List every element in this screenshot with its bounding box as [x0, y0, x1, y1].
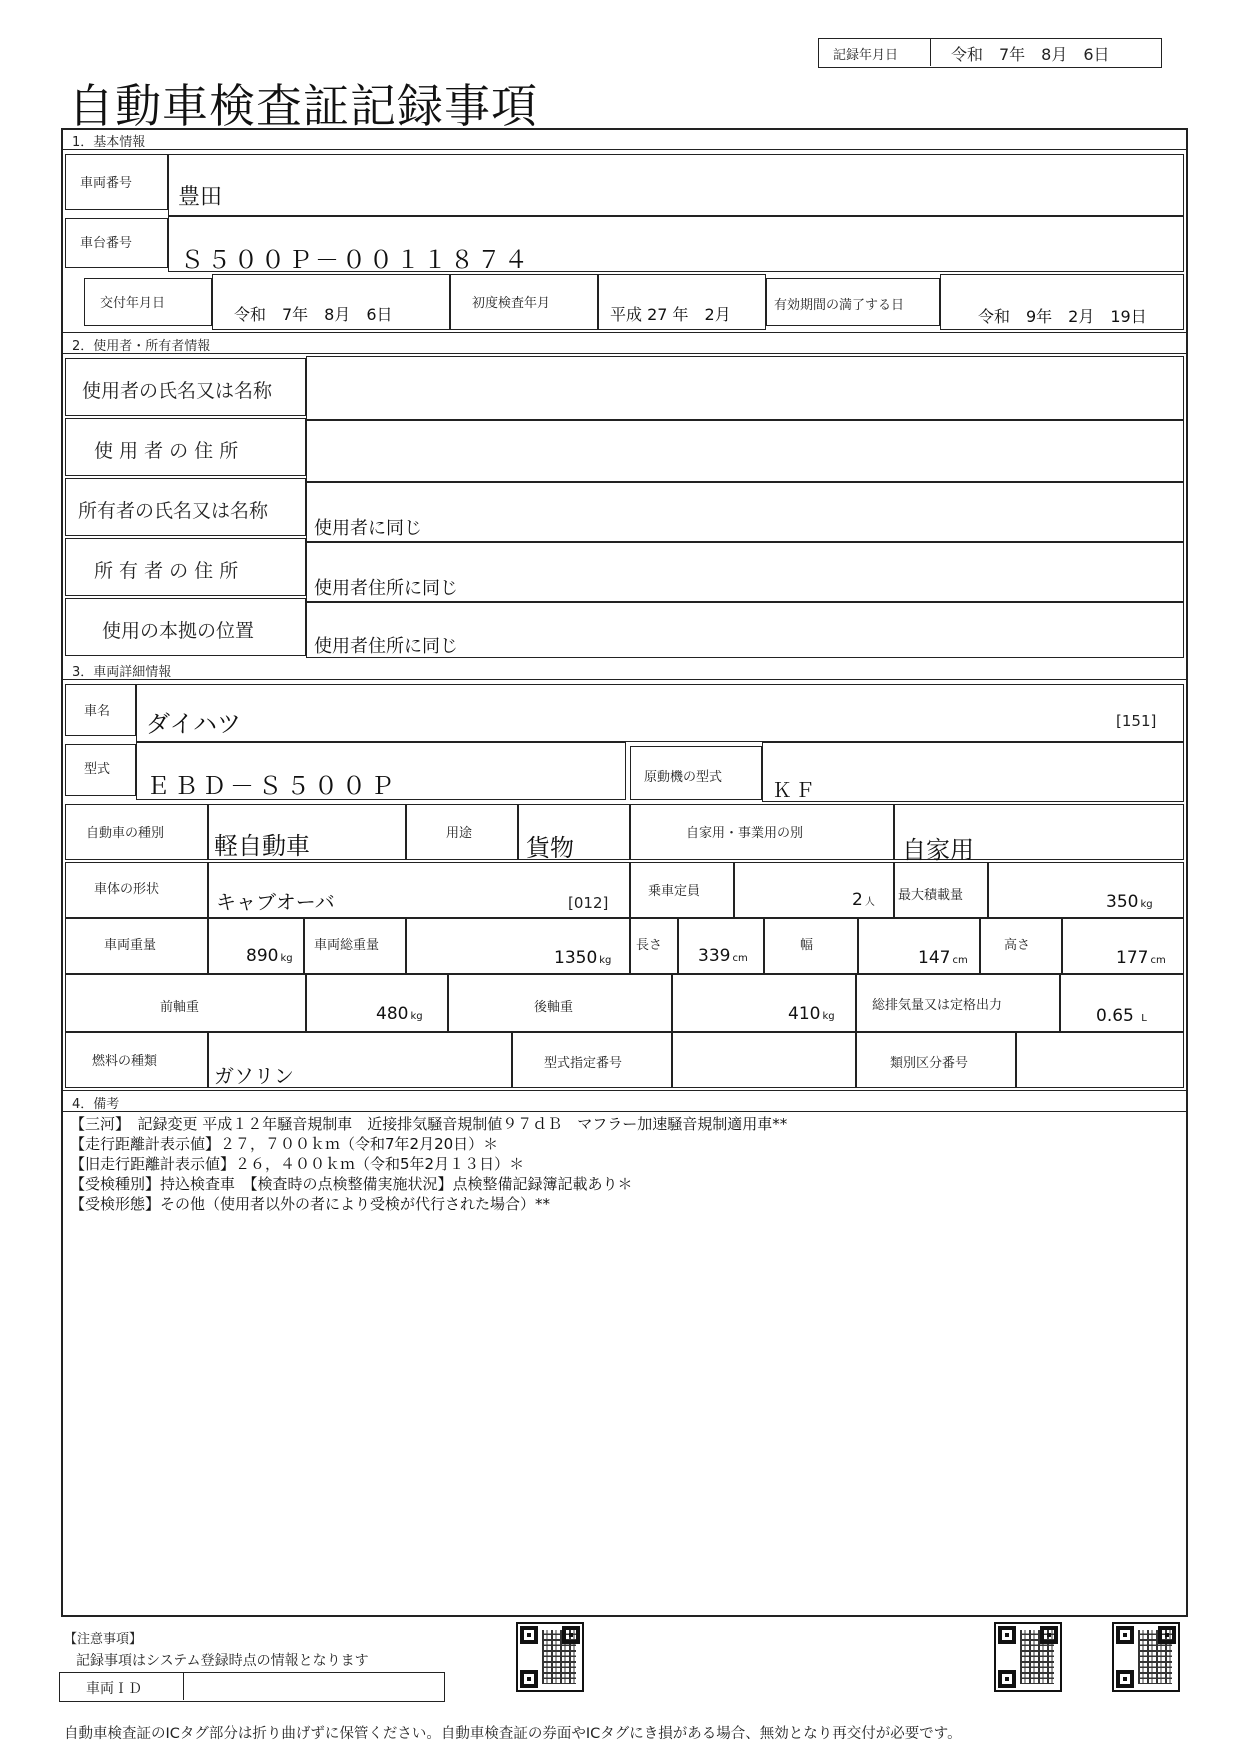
record-date-value: 令和 7年 8月 6日: [951, 45, 1110, 64]
type-cert-value-cell: [672, 1032, 856, 1088]
remarks-body: [70, 1114, 1180, 1214]
issue-label: 交付年月日: [100, 296, 166, 311]
qr-code-3: [1112, 1622, 1180, 1692]
width-value: [918, 948, 968, 968]
purpose-label: 自家用・事業用の別: [686, 826, 804, 841]
weight-value: [246, 946, 293, 966]
length-unit: cm: [732, 953, 748, 964]
footer-notice: 自動車検査証のICタグ部分は折り曲げずに保管ください。自動車検査証の券面やICタグにき損がある場合、無効となり再交付が必要です。: [64, 1726, 962, 1742]
capacity-unit: 人: [864, 897, 875, 908]
owner-name-label: 所有者の氏名又は名称: [78, 500, 269, 522]
length-label: 長さ: [636, 938, 663, 953]
displacement-value: [1096, 1006, 1147, 1026]
qr-finder: [998, 1626, 1016, 1644]
vehicle-id-box: [59, 1672, 445, 1702]
front-axle-value: [376, 1004, 423, 1024]
remarks-line: 【受検種別】持込検査車 【検査時の点検整備実施状況】点検整備記録簿記載あり＊: [70, 1175, 633, 1193]
class-label: 類別区分番号: [890, 1056, 969, 1071]
section-remarks-header: [61, 1090, 1188, 1112]
kind-value: 軽自動車: [214, 832, 310, 860]
section-basic-header: [61, 128, 1188, 150]
qr-modules: [1020, 1630, 1054, 1684]
max-load-label: 最大積載量: [898, 888, 964, 903]
remarks-line: 【三河】 記録変更 平成１２年騒音規制車 近接排気騒音規制値９７ｄＢ マフラー加速騒音規制適用車**: [70, 1115, 788, 1133]
qr-code-1: [516, 1622, 584, 1692]
section-user-title: 2．使用者・所有者情報: [72, 339, 211, 354]
purpose-value: 自家用: [902, 836, 974, 864]
rear-axle-label: 後軸重: [534, 1000, 574, 1015]
chassis-value: Ｓ５００Ｐ－００１１８７４: [180, 246, 531, 274]
rear-axle-unit: kg: [822, 1011, 835, 1022]
user-name-value-cell: [306, 356, 1184, 420]
rear-axle-value: [788, 1004, 835, 1024]
maker-value: ダイハツ: [146, 710, 242, 738]
qr-finder: [520, 1670, 538, 1688]
weight-number: 890: [246, 946, 279, 966]
owner-addr-value: 使用者住所に同じ: [314, 578, 458, 599]
maker-value-cell: [136, 684, 1184, 742]
use-label: 用途: [446, 826, 473, 841]
use-value: 貨物: [526, 834, 574, 862]
issue-value: 令和 7年 8月 6日: [234, 305, 393, 324]
owner-name-value-cell: [306, 482, 1184, 542]
page-title: 自動車検査証記録事項: [68, 79, 538, 133]
remarks-line: 【旧走行距離計表示値】２６，４００ｋｍ（令和5年2月１３日）＊: [70, 1155, 525, 1173]
weight-label: 車両重量: [104, 938, 157, 953]
model-value: ＥＢＤ－Ｓ５００Ｐ: [146, 772, 398, 800]
gross-unit: kg: [599, 955, 612, 966]
fuel-label: 燃料の種類: [92, 1054, 158, 1069]
user-addr-value-cell: [306, 420, 1184, 482]
max-load-unit: kg: [1140, 899, 1153, 910]
plate-value: 豊田: [178, 185, 223, 210]
qr-code-2: [994, 1622, 1062, 1692]
length-number: 339: [698, 946, 731, 966]
class-value-cell: [1016, 1032, 1184, 1088]
vehicle-id-label: 車両ＩＤ: [86, 1681, 142, 1697]
section-vehicle-title: 3．車両詳細情報: [72, 665, 172, 680]
height-label: 高さ: [1004, 938, 1031, 953]
width-label: 幅: [800, 938, 814, 953]
record-date-box: [818, 38, 1162, 68]
owner-addr-label: 所 有 者 の 住 所: [94, 560, 239, 582]
qr-modules: [1138, 1630, 1172, 1684]
qr-finder: [520, 1626, 538, 1644]
plate-label: 車両番号: [80, 176, 133, 191]
engine-value: ＫＦ: [772, 778, 818, 802]
kind-label: 自動車の種別: [86, 826, 165, 841]
gross-number: 1350: [554, 948, 598, 968]
gross-value: [554, 948, 611, 968]
plate-value-cell: [168, 154, 1184, 216]
chassis-label: 車台番号: [80, 236, 133, 251]
displacement-number: 0.65: [1096, 1006, 1134, 1026]
user-addr-label: 使 用 者 の 住 所: [94, 440, 239, 462]
height-value: [1116, 948, 1166, 968]
section-remarks-title: 4．備考: [72, 1097, 120, 1112]
base-value: 使用者住所に同じ: [314, 636, 458, 657]
width-number: 147: [918, 948, 951, 968]
notes-line: 記録事項はシステム登録時点の情報となります: [76, 1653, 369, 1669]
type-cert-label: 型式指定番号: [544, 1056, 623, 1071]
expiry-value: 令和 9年 2月 19日: [978, 307, 1147, 326]
length-value: [698, 946, 748, 966]
section-vehicle-header: [61, 658, 1188, 680]
first-reg-value: 平成 27 年 2月: [610, 305, 731, 324]
max-load-value: [1106, 892, 1153, 912]
width-unit: cm: [952, 955, 968, 966]
capacity-value: [852, 890, 875, 910]
engine-label: 原動機の型式: [644, 770, 723, 785]
remarks-line: 【走行距離計表示値】２７，７００ｋｍ（令和7年2月20日）＊: [70, 1135, 499, 1153]
displacement-unit: L: [1141, 1013, 1147, 1024]
rear-axle-number: 410: [788, 1004, 821, 1024]
gross-label: 車両総重量: [314, 938, 380, 953]
displacement-label: 総排気量又は定格出力: [872, 998, 1003, 1013]
section-basic-title: 1．基本情報: [72, 135, 146, 150]
fuel-value: ガソリン: [214, 1064, 294, 1088]
body-value: キャブオーバ: [216, 890, 335, 914]
owner-name-value: 使用者に同じ: [314, 518, 422, 539]
first-reg-label: 初度検査年月: [472, 296, 551, 311]
max-load-value-cell: [988, 862, 1184, 918]
capacity-number: 2: [852, 890, 863, 910]
capacity-label: 乗車定員: [648, 884, 701, 899]
front-axle-number: 480: [376, 1004, 409, 1024]
front-axle-unit: kg: [410, 1011, 423, 1022]
qr-finder: [1116, 1626, 1134, 1644]
qr-finder: [1116, 1670, 1134, 1688]
front-axle-label: 前軸重: [160, 1000, 200, 1015]
engine-value-cell: [762, 742, 1184, 802]
model-label: 型式: [84, 762, 111, 777]
maker-code: [151]: [1116, 712, 1157, 730]
maker-label: 車名: [84, 704, 111, 719]
section-user-header: [61, 332, 1188, 354]
record-date-label: 記録年月日: [833, 48, 899, 63]
user-name-label: 使用者の氏名又は名称: [82, 380, 273, 402]
qr-modules: [542, 1630, 576, 1684]
base-label: 使用の本拠の位置: [102, 620, 255, 642]
body-label: 車体の形状: [94, 882, 160, 897]
height-number: 177: [1116, 948, 1149, 968]
height-unit: cm: [1150, 955, 1166, 966]
remarks-line: 【受検形態】その他（使用者以外の者により受検が代行された場合）**: [70, 1195, 551, 1213]
qr-finder: [998, 1670, 1016, 1688]
body-code: [012]: [568, 894, 609, 912]
notes-heading: 【注意事項】: [64, 1632, 143, 1647]
weight-unit: kg: [280, 953, 293, 964]
expiry-label: 有効期間の満了する日: [774, 298, 905, 313]
max-load-number: 350: [1106, 892, 1139, 912]
